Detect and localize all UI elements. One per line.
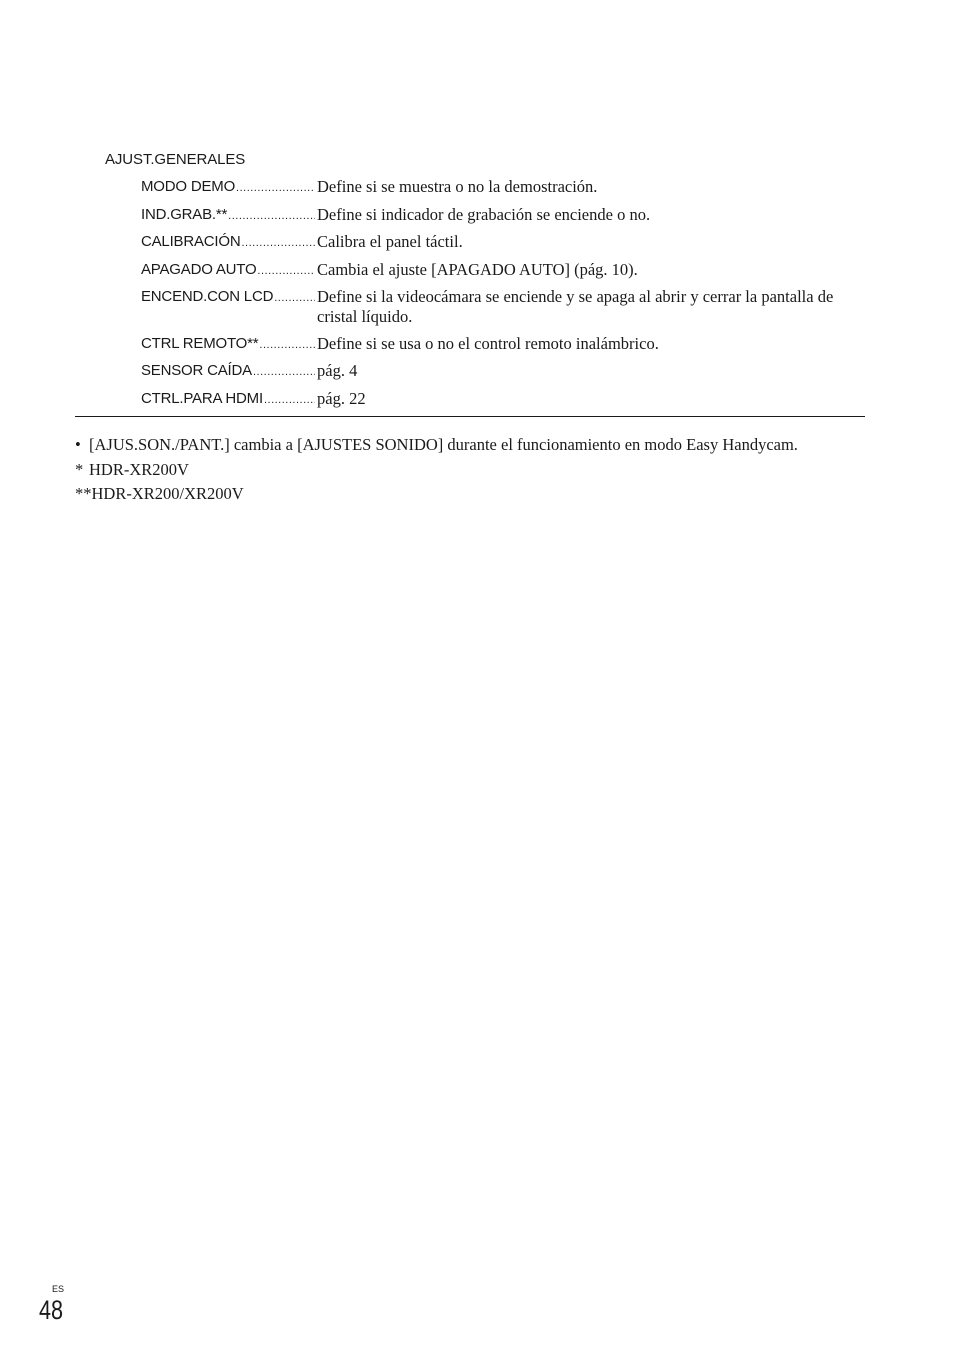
setting-description: Cambia el ajuste [APAGADO AUTO] (pág. 10).: [317, 259, 638, 279]
page-number: 48: [39, 1295, 64, 1325]
setting-term-label: CTRL REMOTO**: [141, 334, 259, 352]
setting-term: [141, 389, 317, 410]
setting-term-label: SENSOR CAÍDA: [141, 362, 252, 379]
dot-leader: [274, 288, 315, 308]
setting-term-label: MODO DEMO: [141, 178, 236, 195]
setting-description: Define si se usa o no el control remoto inalámbrico.: [317, 333, 659, 353]
setting-row-sensor-caida: [141, 361, 865, 382]
setting-term-label: CTRL.PARA HDMI: [141, 389, 263, 407]
dot-leader: [242, 233, 316, 253]
setting-term: [141, 205, 317, 226]
footnote-marker: *: [75, 459, 84, 479]
footnote-single-text: HDR-XR200V: [89, 459, 189, 479]
setting-row-ctrl-remoto: [141, 334, 865, 355]
dot-leader: [228, 206, 315, 226]
setting-description: pág. 22: [317, 388, 366, 408]
setting-row-modo-demo: [141, 177, 865, 198]
setting-row-ind-grab: [141, 205, 865, 226]
setting-description: Define si indicador de grabación se enciende o no.: [317, 204, 651, 224]
setting-term-label: CALIBRACIÓN: [141, 233, 241, 250]
settings-list: [141, 177, 865, 416]
setting-term-label: APAGADO AUTO: [141, 260, 257, 278]
setting-term: [141, 177, 317, 198]
setting-term: [141, 260, 317, 281]
dot-leader: [236, 178, 315, 198]
setting-row-calibracion: [141, 232, 865, 253]
dot-leader: [264, 390, 315, 410]
bullet-note-text: [AJUS.SON./PANT.] cambia a [AJUSTES SONIDO] durante el funcionamiento en modo Easy Handycam.: [89, 435, 798, 454]
dot-leader: [257, 261, 315, 281]
page-language-code: ES: [52, 1284, 65, 1294]
setting-description: Define si la videocámara se enciende y se apaga al abrir y cerrar la pantalla de cristal líquido.: [317, 287, 834, 326]
footnote-double-text: **HDR-XR200/XR200V: [75, 484, 244, 503]
setting-row-encend-con-lcd: [141, 287, 865, 327]
setting-description: Define si se muestra o no la demostración.: [317, 177, 598, 196]
notes: [75, 433, 835, 507]
setting-term: [141, 334, 317, 355]
setting-row-apagado-auto: [141, 260, 865, 281]
setting-term: [141, 361, 317, 382]
footnote-single: [75, 458, 835, 483]
dot-leader: [253, 362, 315, 382]
bullet-marker: •: [75, 435, 81, 454]
setting-term: [141, 232, 317, 253]
setting-term: [141, 287, 317, 308]
setting-term-label: IND.GRAB.**: [141, 205, 228, 223]
setting-row-ctrl-para-hdmi: [141, 389, 865, 410]
setting-term-label: ENCEND.CON LCD: [141, 288, 274, 305]
setting-description: pág. 4: [317, 361, 358, 380]
bullet-note: [75, 433, 835, 458]
section-divider: [75, 416, 865, 417]
footnote-double: [75, 482, 835, 507]
section-heading: AJUST.GENERALES: [105, 151, 246, 168]
dot-leader: [259, 335, 315, 355]
setting-description: Calibra el panel táctil.: [317, 232, 463, 251]
